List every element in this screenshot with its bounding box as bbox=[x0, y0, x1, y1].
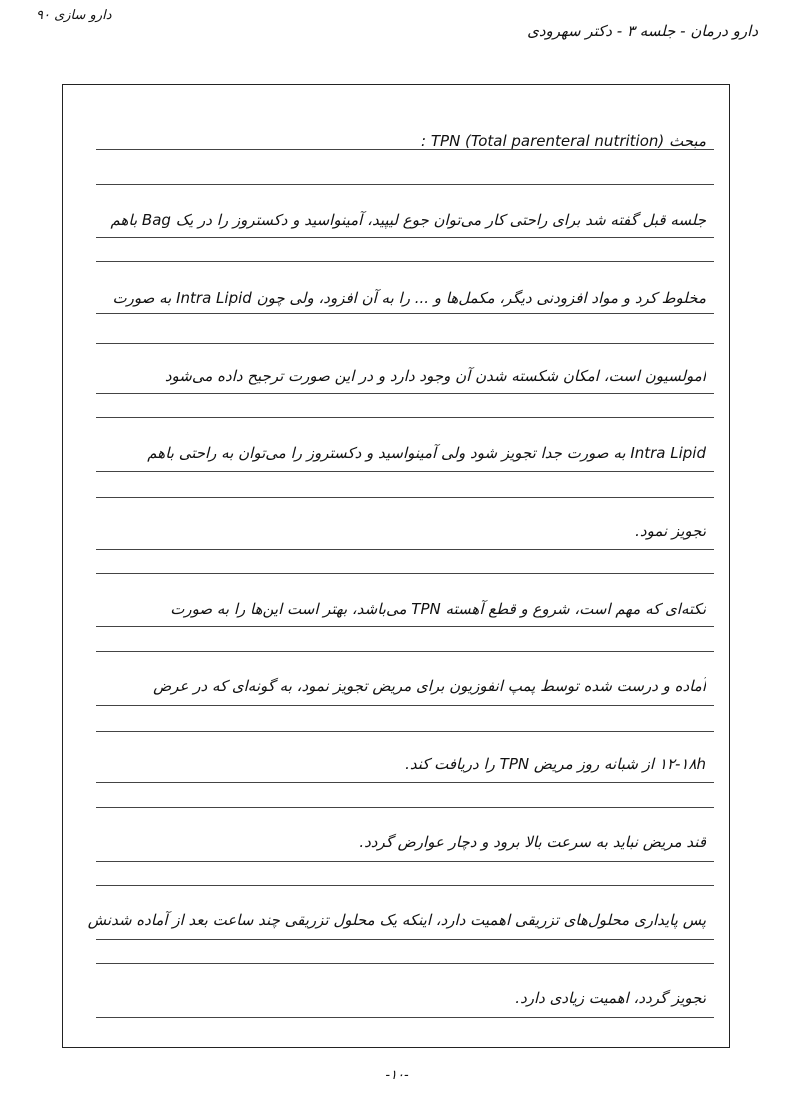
ruled-line bbox=[96, 705, 714, 706]
session-title: دارو درمان - جلسه ۳ - دکتر سهرودی bbox=[527, 22, 758, 40]
ruled-line bbox=[96, 885, 714, 886]
ruled-line bbox=[96, 963, 714, 964]
ruled-line bbox=[96, 497, 714, 498]
ruled-line bbox=[96, 471, 714, 472]
ruled-line bbox=[96, 939, 714, 940]
ruled-line bbox=[96, 861, 714, 862]
text-line: Intra Lipid به صورت جدا تجویز شود ولی آمینواسید و دکستروز را می‌توان به راحتی باهم bbox=[147, 444, 706, 462]
text-line: پس پایداری محلول‌های تزریقی اهمیت دارد، اینکه یک محلول تزریقی چند ساعت بعد از آماده شدنش bbox=[87, 911, 706, 929]
ruled-line bbox=[96, 1017, 714, 1018]
ruled-line bbox=[96, 184, 714, 185]
ruled-line bbox=[96, 237, 714, 238]
text-line: ۱۲-۱۸h از شبانه روز مریض TPN را دریافت کند. bbox=[405, 755, 706, 773]
text-line: قند مریض نباید به سرعت بالا برود و دچار عوارض گردد. bbox=[359, 833, 706, 851]
text-line-topic: مبحث TPN (Total parenteral nutrition) : bbox=[421, 132, 706, 150]
ruled-line bbox=[96, 261, 714, 262]
ruled-line bbox=[96, 626, 714, 627]
page-number: -۱۰- bbox=[385, 1068, 409, 1083]
text-line: تجویز نمود. bbox=[635, 522, 706, 540]
text-line: مخلوط کرد و مواد افزودنی دیگر، مکمل‌ها و ... را به آن افزود، ولی چون Intra Lipid به صورت bbox=[112, 289, 706, 307]
text-line: تجویز گردد، اهمیت زیادی دارد. bbox=[515, 989, 706, 1007]
ruled-line bbox=[96, 573, 714, 574]
course-label: دارو سازی ۹۰ bbox=[36, 8, 112, 23]
ruled-line bbox=[96, 393, 714, 394]
ruled-line bbox=[96, 417, 714, 418]
ruled-line bbox=[96, 782, 714, 783]
ruled-line bbox=[96, 651, 714, 652]
text-line: امولسیون است، امکان شکسته شدن آن وجود دارد و در این صورت ترجیح داده می‌شود bbox=[164, 367, 706, 385]
ruled-line bbox=[96, 807, 714, 808]
ruled-line bbox=[96, 731, 714, 732]
text-line: جلسه قبل گفته شد برای راحتی کار می‌توان جوع لیپید، آمینواسید و دکستروز را در یک Bag باهم bbox=[110, 211, 706, 229]
ruled-line bbox=[96, 343, 714, 344]
ruled-line bbox=[96, 549, 714, 550]
text-line: آماده و درست شده توسط پمپ انفوزیون برای مریض تجویز نمود، به گونه‌ای که در عرض bbox=[153, 677, 706, 695]
ruled-line bbox=[96, 313, 714, 314]
text-line: نکته‌ای که مهم است، شروع و قطع آهسته TPN می‌باشد، بهتر است این‌ها را به صورت bbox=[170, 600, 706, 618]
